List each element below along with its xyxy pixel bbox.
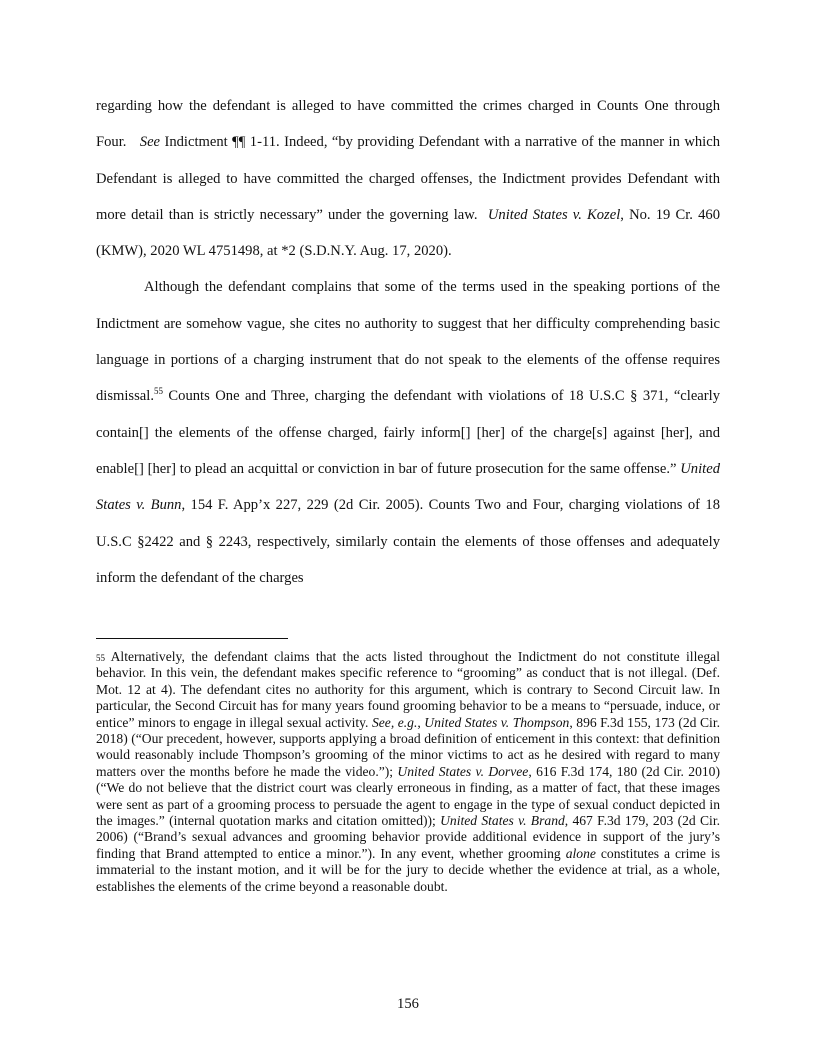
signal-see-eg: See, e.g. — [371, 714, 418, 730]
paragraph-2-text-2: Counts One and Three, charging the defendant with violations of 18 U.S.C § 371, “clearly contain[] the elements of the offense charged, fairly inform[] [her] of the charge[s] against [her], and enable[] [her] to plead an acquittal or conviction in bar of future prosecution for the same offense.” — [96, 388, 720, 477]
case-citation-kozel: United States v. Kozel — [487, 206, 621, 223]
paragraph-1-citation: , No. 19 Cr. 460 (KMW), 2020 WL 4751498, at *2 (S.D.N.Y. Aug. 17, 2020). — [96, 206, 720, 260]
paragraph-2-text: Although the defendant complains that some of the terms used in the speaking portions of the Indictment are somehow vague, she cites no authority to suggest that her difficulty comprehending basic language in portions of a charging instrument that do not speak to the elements of the offense requires dismissal. — [96, 279, 720, 405]
footnote-text-2: , — [417, 714, 425, 730]
footnote-text-3: , 896 F.3d 155, 173 (2d Cir. 2018) (“Our precedent, however, supports applying a broad definition of enticement in this context: that definition would reasonably include Thompson’s grooming of the minor victims to act as he desired with regard to many matters over the months before he made the video.”); — [96, 714, 720, 779]
footnote-text-6: constitutes a crime is immaterial to the instant motion, and it will be for the jury to decide whether the evidence at trial, as a whole, establishes the elements of the crime beyond a reasonable doubt. — [96, 845, 720, 894]
footnote-text-1: Alternatively, the defendant claims that the acts listed throughout the Indictment do not constitute illegal behavior. In this vein, the defendant makes specific reference to “grooming” as conduct that is not illegal. (Def. Mot. 12 at 4). The defendant cites no authority for this argument, which is contrary to Second Circuit law. In particular, the Second Circuit has for many years found grooming behavior to be a means to “persuade, induce, or entice” minors to engage in illegal sexual activity. — [96, 649, 720, 730]
paragraph-2 — [96, 269, 720, 596]
footnote-divider — [96, 638, 288, 639]
paragraph-1 — [96, 88, 720, 269]
footnote-reference[interactable]: 55 — [153, 386, 163, 397]
case-citation-thompson: United States v. Thompson — [424, 714, 570, 730]
signal-see: See — [139, 134, 161, 151]
paragraph-2-text-3: , 154 F. App’x 227, 229 (2d Cir. 2005). Counts Two and Four, charging violations of 18 U.S.C §2422 and § 2243, respectively, similarly contain the elements of those offenses and adequately inform the defendant of the charges — [96, 497, 720, 586]
paragraph-1-text-2: Indictment ¶¶ 1-11. Indeed, “by providing Defendant with a narrative of the manner in which Defendant is alleged to have committed the charged offenses, the Indictment provides Defendant with more detail than is strictly necessary” under the governing law. — [96, 134, 720, 223]
paragraph-1-text: regarding how the defendant is alleged to have committed the crimes charged in Counts One through Four. — [96, 98, 720, 151]
emphasis-alone: alone — [565, 845, 596, 861]
footnote-marker: 55 — [96, 653, 105, 663]
footnote-text-5: , 467 F.3d 179, 203 (2d Cir. 2006) (“Brand’s sexual advances and grooming behavior provide additional evidence in support of the jury’s finding that Brand attempted to entice a minor.”). In any event, whether grooming — [96, 813, 720, 861]
page-number: 156 — [397, 996, 419, 1012]
case-citation-bunn: United States v. Bunn — [96, 460, 720, 514]
footnote-text-4: , 616 F.3d 174, 180 (2d Cir. 2010) (“We do not believe that the district court was clearly erroneous in finding, as a matter of fact, that these images were sent as part of a grooming process to persuade the agent to engage in the type of sexual conduct depicted in the images.” (internal quotation marks and citation omitted)); — [96, 763, 720, 829]
body-text — [96, 88, 720, 596]
footnote-55 — [96, 649, 720, 895]
case-citation-dorvee: United States v. Dorvee — [397, 763, 529, 779]
case-citation-brand: United States v. Brand — [440, 813, 565, 829]
